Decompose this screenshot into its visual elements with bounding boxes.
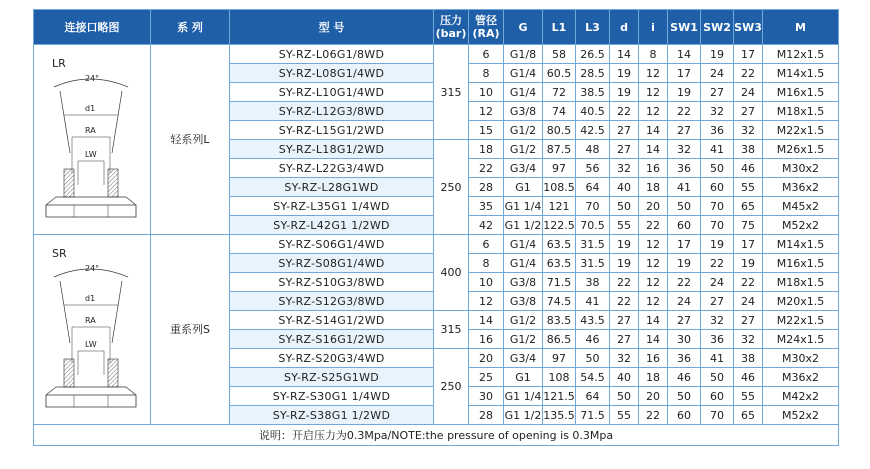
i-cell: 20 [639, 387, 668, 406]
g-cell: G1/2 [504, 121, 543, 140]
sw1-cell: 17 [668, 235, 701, 254]
sw3-cell: 27 [734, 102, 763, 121]
series-cell: 重系列S [151, 235, 230, 425]
l1-cell: 74.5 [543, 292, 576, 311]
sw3-cell: 55 [734, 178, 763, 197]
m-cell: M52x2 [763, 216, 839, 235]
i-cell: 22 [639, 406, 668, 425]
d-cell: 55 [610, 406, 639, 425]
l1-cell: 121.5 [543, 387, 576, 406]
model-cell: SY-RZ-L15G1/2WD [230, 121, 434, 140]
sw1-cell: 36 [668, 349, 701, 368]
model-cell: SY-RZ-L22G3/4WD [230, 159, 434, 178]
l3-cell: 46 [576, 330, 610, 349]
l1-cell: 63.5 [543, 235, 576, 254]
header-sw2: SW2 [701, 10, 734, 45]
lw-label: LW [85, 340, 97, 349]
sw2-cell: 41 [701, 140, 734, 159]
g-cell: G3/8 [504, 102, 543, 121]
l3-cell: 70.5 [576, 216, 610, 235]
m-cell: M14x1.5 [763, 64, 839, 83]
d1-label: d1 [85, 104, 96, 113]
ra-cell: 8 [469, 254, 504, 273]
m-cell: M30x2 [763, 159, 839, 178]
l3-cell: 28.5 [576, 64, 610, 83]
sw1-cell: 50 [668, 197, 701, 216]
fitting-cross-section-icon [34, 45, 151, 232]
g-cell: G1/2 [504, 140, 543, 159]
i-cell: 16 [639, 159, 668, 178]
pressure-cell: 315 [434, 45, 469, 140]
l1-cell: 87.5 [543, 140, 576, 159]
g-cell: G3/4 [504, 159, 543, 178]
header-tube [469, 10, 504, 45]
header-tube-line2: (RA) [472, 27, 500, 40]
l1-cell: 121 [543, 197, 576, 216]
diagram-type-label: SR [52, 247, 67, 260]
l3-cell: 64 [576, 178, 610, 197]
i-cell: 14 [639, 311, 668, 330]
model-cell: SY-RZ-S20G3/4WD [230, 349, 434, 368]
i-cell: 14 [639, 121, 668, 140]
m-cell: M16x1.5 [763, 254, 839, 273]
g-cell: G1 1/2 [504, 216, 543, 235]
pressure-cell: 250 [434, 140, 469, 235]
model-cell: SY-RZ-L06G1/8WD [230, 45, 434, 64]
g-cell: G1/2 [504, 330, 543, 349]
sw3-cell: 46 [734, 368, 763, 387]
angle-label: 24° [85, 74, 100, 83]
g-cell: G3/8 [504, 292, 543, 311]
sw3-cell: 32 [734, 121, 763, 140]
sw2-cell: 41 [701, 349, 734, 368]
model-cell: SY-RZ-S08G1/4WD [230, 254, 434, 273]
sw2-cell: 50 [701, 159, 734, 178]
sw1-cell: 27 [668, 311, 701, 330]
model-cell: SY-RZ-L08G1/4WD [230, 64, 434, 83]
m-cell: M18x1.5 [763, 102, 839, 121]
i-cell: 12 [639, 292, 668, 311]
table-body [34, 45, 839, 446]
ra-cell: 28 [469, 406, 504, 425]
model-cell: SY-RZ-S30G1 1/4WD [230, 387, 434, 406]
header-diagram: 连接口略图 [34, 10, 151, 45]
sw3-cell: 24 [734, 292, 763, 311]
sw1-cell: 41 [668, 178, 701, 197]
i-cell: 14 [639, 330, 668, 349]
l3-cell: 50 [576, 349, 610, 368]
sw1-cell: 36 [668, 159, 701, 178]
sw3-cell: 17 [734, 45, 763, 64]
ra-cell: 35 [469, 197, 504, 216]
ra-cell: 25 [469, 368, 504, 387]
d-cell: 55 [610, 216, 639, 235]
sw3-cell: 75 [734, 216, 763, 235]
l3-cell: 38 [576, 273, 610, 292]
header-tube-line1: 管径 [475, 14, 497, 27]
header-l3: L3 [576, 10, 610, 45]
ra-cell: 14 [469, 311, 504, 330]
g-cell: G1/4 [504, 235, 543, 254]
fitting-cross-section-icon [34, 235, 151, 422]
l3-cell: 31.5 [576, 235, 610, 254]
l1-cell: 83.5 [543, 311, 576, 330]
ra-cell: 6 [469, 45, 504, 64]
m-cell: M20x1.5 [763, 292, 839, 311]
ra-cell: 28 [469, 178, 504, 197]
model-cell: SY-RZ-S16G1/2WD [230, 330, 434, 349]
model-cell: SY-RZ-L35G1 1/4WD [230, 197, 434, 216]
i-cell: 8 [639, 45, 668, 64]
g-cell: G1/4 [504, 64, 543, 83]
d-cell: 32 [610, 159, 639, 178]
m-cell: M26x1.5 [763, 140, 839, 159]
l1-cell: 71.5 [543, 273, 576, 292]
m-cell: M30x2 [763, 349, 839, 368]
sw2-cell: 32 [701, 311, 734, 330]
header-sw3: SW3 [734, 10, 763, 45]
l1-cell: 122.5 [543, 216, 576, 235]
i-cell: 12 [639, 273, 668, 292]
m-cell: M36x2 [763, 178, 839, 197]
d-cell: 27 [610, 311, 639, 330]
ra-label: RA [85, 316, 96, 325]
d-cell: 27 [610, 140, 639, 159]
l3-cell: 31.5 [576, 254, 610, 273]
sw1-cell: 30 [668, 330, 701, 349]
d-cell: 19 [610, 64, 639, 83]
sw1-cell: 22 [668, 273, 701, 292]
header-sw1: SW1 [668, 10, 701, 45]
i-cell: 18 [639, 368, 668, 387]
model-cell: SY-RZ-S14G1/2WD [230, 311, 434, 330]
g-cell: G3/8 [504, 273, 543, 292]
model-cell: SY-RZ-L18G1/2WD [230, 140, 434, 159]
sw3-cell: 19 [734, 254, 763, 273]
l1-cell: 135.5 [543, 406, 576, 425]
sw2-cell: 36 [701, 121, 734, 140]
sw3-cell: 22 [734, 64, 763, 83]
header-pressure [434, 10, 469, 45]
sw1-cell: 60 [668, 216, 701, 235]
i-cell: 12 [639, 254, 668, 273]
sw2-cell: 50 [701, 368, 734, 387]
d-cell: 50 [610, 387, 639, 406]
g-cell: G1/8 [504, 45, 543, 64]
sw2-cell: 27 [701, 292, 734, 311]
ra-cell: 20 [469, 349, 504, 368]
sw2-cell: 27 [701, 83, 734, 102]
sw2-cell: 19 [701, 235, 734, 254]
sw1-cell: 32 [668, 140, 701, 159]
model-cell: SY-RZ-L10G1/4WD [230, 83, 434, 102]
ra-cell: 12 [469, 292, 504, 311]
ra-cell: 6 [469, 235, 504, 254]
i-cell: 12 [639, 102, 668, 121]
sw1-cell: 19 [668, 254, 701, 273]
header-d: d [610, 10, 639, 45]
g-cell: G1 [504, 178, 543, 197]
fitting-diagram [34, 45, 151, 232]
l3-cell: 42.5 [576, 121, 610, 140]
diagram-type-label: LR [52, 57, 66, 70]
l1-cell: 86.5 [543, 330, 576, 349]
l3-cell: 41 [576, 292, 610, 311]
sw1-cell: 19 [668, 83, 701, 102]
header-pressure-line2: (bar) [435, 27, 467, 40]
l1-cell: 97 [543, 159, 576, 178]
m-cell: M12x1.5 [763, 45, 839, 64]
d-cell: 19 [610, 235, 639, 254]
l3-cell: 48 [576, 140, 610, 159]
table-row [34, 235, 839, 254]
m-cell: M24x1.5 [763, 330, 839, 349]
fitting-diagram [34, 235, 151, 422]
sw3-cell: 22 [734, 273, 763, 292]
sw3-cell: 65 [734, 197, 763, 216]
ra-label: RA [85, 126, 96, 135]
sw3-cell: 46 [734, 159, 763, 178]
sw2-cell: 24 [701, 64, 734, 83]
l1-cell: 74 [543, 102, 576, 121]
l3-cell: 56 [576, 159, 610, 178]
l1-cell: 63.5 [543, 254, 576, 273]
d-cell: 22 [610, 292, 639, 311]
header-l1: L1 [543, 10, 576, 45]
l1-cell: 108 [543, 368, 576, 387]
g-cell: G1 1/4 [504, 387, 543, 406]
sw3-cell: 38 [734, 349, 763, 368]
sw2-cell: 24 [701, 273, 734, 292]
l1-cell: 108.5 [543, 178, 576, 197]
ra-cell: 8 [469, 64, 504, 83]
i-cell: 12 [639, 83, 668, 102]
ra-cell: 10 [469, 83, 504, 102]
header-series: 系 列 [151, 10, 230, 45]
g-cell: G1/4 [504, 83, 543, 102]
sw2-cell: 70 [701, 406, 734, 425]
sw2-cell: 70 [701, 216, 734, 235]
g-cell: G1 1/2 [504, 406, 543, 425]
d-cell: 19 [610, 83, 639, 102]
sw3-cell: 27 [734, 311, 763, 330]
g-cell: G1 [504, 368, 543, 387]
header-g: G [504, 10, 543, 45]
i-cell: 20 [639, 197, 668, 216]
d-cell: 22 [610, 102, 639, 121]
m-cell: M52x2 [763, 406, 839, 425]
ra-cell: 22 [469, 159, 504, 178]
sw3-cell: 17 [734, 235, 763, 254]
m-cell: M14x1.5 [763, 235, 839, 254]
d-cell: 32 [610, 349, 639, 368]
sw1-cell: 27 [668, 121, 701, 140]
l1-cell: 97 [543, 349, 576, 368]
l3-cell: 71.5 [576, 406, 610, 425]
sw2-cell: 60 [701, 387, 734, 406]
angle-label: 24° [85, 264, 100, 273]
sw1-cell: 60 [668, 406, 701, 425]
pressure-cell: 250 [434, 349, 469, 425]
l3-cell: 70 [576, 197, 610, 216]
d-cell: 40 [610, 368, 639, 387]
ra-cell: 16 [469, 330, 504, 349]
sw3-cell: 55 [734, 387, 763, 406]
sw1-cell: 50 [668, 387, 701, 406]
ra-cell: 42 [469, 216, 504, 235]
table-row [34, 45, 839, 64]
sw1-cell: 46 [668, 368, 701, 387]
d-cell: 27 [610, 121, 639, 140]
sw3-cell: 38 [734, 140, 763, 159]
l1-cell: 60.5 [543, 64, 576, 83]
header-pressure-line1: 压力 [440, 14, 462, 27]
i-cell: 12 [639, 235, 668, 254]
header-model: 型 号 [230, 10, 434, 45]
g-cell: G1 1/4 [504, 197, 543, 216]
m-cell: M42x2 [763, 387, 839, 406]
i-cell: 14 [639, 140, 668, 159]
model-cell: SY-RZ-S38G1 1/2WD [230, 406, 434, 425]
footer-row [34, 425, 839, 446]
ra-cell: 18 [469, 140, 504, 159]
model-cell: SY-RZ-L12G3/8WD [230, 102, 434, 121]
l3-cell: 54.5 [576, 368, 610, 387]
g-cell: G3/4 [504, 349, 543, 368]
l3-cell: 26.5 [576, 45, 610, 64]
ra-cell: 30 [469, 387, 504, 406]
sw2-cell: 60 [701, 178, 734, 197]
model-cell: SY-RZ-S10G3/8WD [230, 273, 434, 292]
pressure-cell: 400 [434, 235, 469, 311]
sw3-cell: 24 [734, 83, 763, 102]
sw2-cell: 19 [701, 45, 734, 64]
footer-note: 说明：开启压力为0.3Mpa/NOTE:the pressure of opening is 0.3Mpa [34, 425, 839, 446]
sw2-cell: 36 [701, 330, 734, 349]
d-cell: 50 [610, 197, 639, 216]
d-cell: 19 [610, 254, 639, 273]
sw3-cell: 65 [734, 406, 763, 425]
model-cell: SY-RZ-S06G1/4WD [230, 235, 434, 254]
header-i: i [639, 10, 668, 45]
m-cell: M18x1.5 [763, 273, 839, 292]
ra-cell: 10 [469, 273, 504, 292]
header-row [34, 10, 839, 45]
d-cell: 14 [610, 45, 639, 64]
header-m: M [763, 10, 839, 45]
sw1-cell: 24 [668, 292, 701, 311]
i-cell: 12 [639, 64, 668, 83]
m-cell: M36x2 [763, 368, 839, 387]
m-cell: M22x1.5 [763, 121, 839, 140]
sw1-cell: 22 [668, 102, 701, 121]
pressure-cell: 315 [434, 311, 469, 349]
lw-label: LW [85, 150, 97, 159]
ra-cell: 12 [469, 102, 504, 121]
l3-cell: 64 [576, 387, 610, 406]
model-cell: SY-RZ-S12G3/8WD [230, 292, 434, 311]
model-cell: SY-RZ-L42G1 1/2WD [230, 216, 434, 235]
m-cell: M22x1.5 [763, 311, 839, 330]
connection-diagram-cell [34, 235, 151, 425]
series-cell: 轻系列L [151, 45, 230, 235]
d-cell: 22 [610, 273, 639, 292]
sw2-cell: 22 [701, 254, 734, 273]
m-cell: M16x1.5 [763, 83, 839, 102]
sw2-cell: 70 [701, 197, 734, 216]
g-cell: G1/2 [504, 311, 543, 330]
l3-cell: 40.5 [576, 102, 610, 121]
l1-cell: 72 [543, 83, 576, 102]
spec-table [33, 9, 839, 446]
g-cell: G1/4 [504, 254, 543, 273]
i-cell: 18 [639, 178, 668, 197]
sw3-cell: 32 [734, 330, 763, 349]
sw1-cell: 14 [668, 45, 701, 64]
l3-cell: 38.5 [576, 83, 610, 102]
sw1-cell: 17 [668, 64, 701, 83]
l1-cell: 80.5 [543, 121, 576, 140]
l1-cell: 58 [543, 45, 576, 64]
l3-cell: 43.5 [576, 311, 610, 330]
i-cell: 16 [639, 349, 668, 368]
m-cell: M45x2 [763, 197, 839, 216]
d-cell: 40 [610, 178, 639, 197]
d1-label: d1 [85, 294, 96, 303]
d-cell: 27 [610, 330, 639, 349]
connection-diagram-cell [34, 45, 151, 235]
i-cell: 22 [639, 216, 668, 235]
ra-cell: 15 [469, 121, 504, 140]
sw2-cell: 32 [701, 102, 734, 121]
model-cell: SY-RZ-S25G1WD [230, 368, 434, 387]
model-cell: SY-RZ-L28G1WD [230, 178, 434, 197]
